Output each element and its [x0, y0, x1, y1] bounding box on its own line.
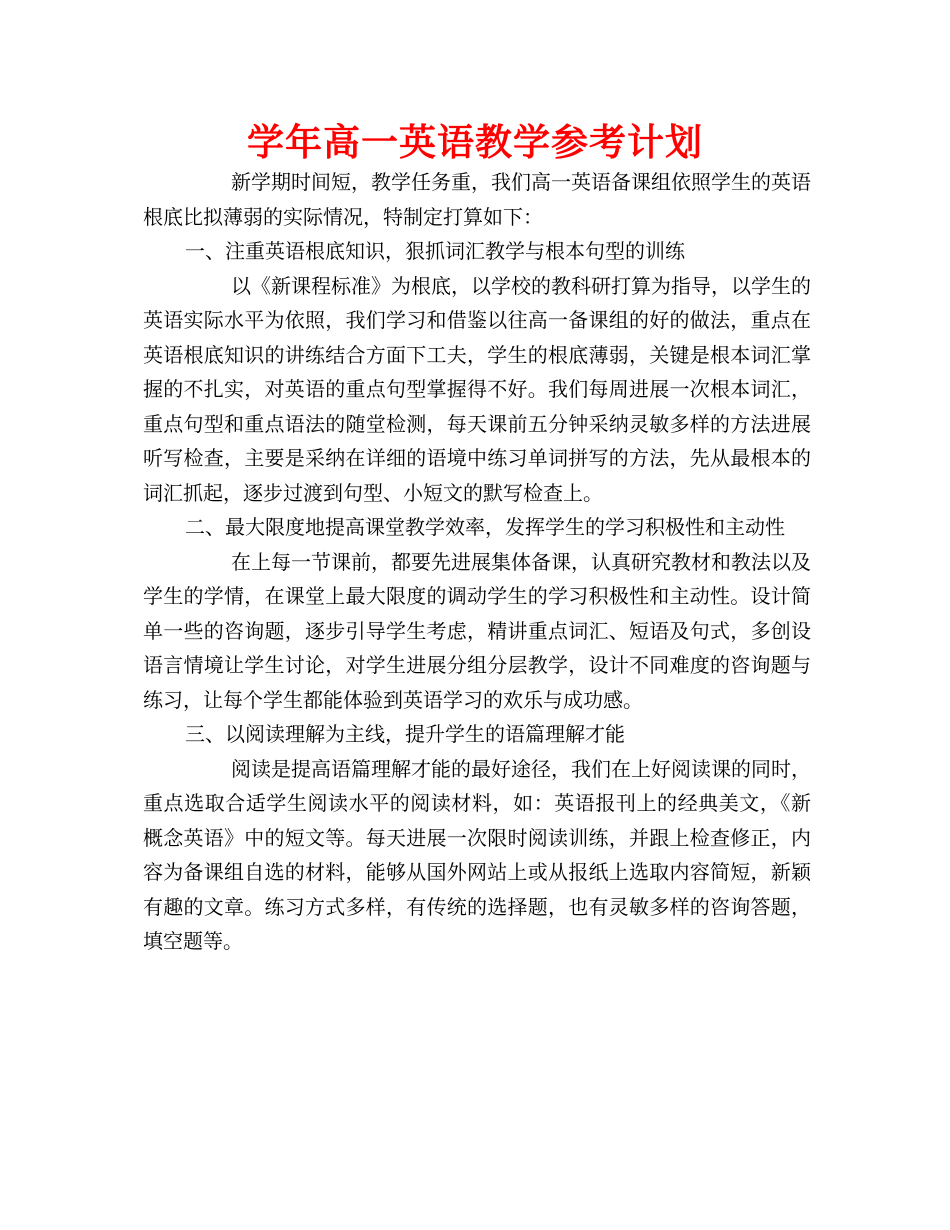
section-body-2: 在上每一节课前，都要先进展集体备课，认真研究教材和教法以及学生的学情，在课堂上最大限度的调动学生的学习积极性和主动性。设计简单一些的咨询题，逐步引导学生考虑，精讲重点词汇、短语及句式，多创设语言情境让学生讨论，对学生进展分组分层教学，设计不同难度的咨询题与练习，让每个学生都能体验到英语学习的欢乐与成功感。: [143, 549, 811, 712]
section-heading-1: 一、注重英语根底知识，狠抓词汇教学与根本句型的训练: [185, 239, 685, 263]
section-body-3: 阅读是提高语篇理解才能的最好途径，我们在上好阅读课的同时，重点选取合适学生阅读水平的阅读材料，如：英语报刊上的经典美文，《新概念英语》中的短文等。每天进展一次限时阅读训练，并跟上检查修正，内容为备课组自选的材料，能够从国外网站上或从报纸上选取内容简短，新颖有趣的文章。练习方式多样，有传统的选择题，也有灵敏多样的咨询答题，填空题等。: [143, 756, 811, 953]
section-heading-3: 三、以阅读理解为主线，提升学生的语篇理解才能: [185, 722, 625, 746]
intro-paragraph: 新学期时间短，教学任务重，我们高一英语备课组依照学生的英语根底比拟薄弱的实际情况，特制定打算如下：: [143, 170, 811, 229]
document-body: [143, 165, 811, 959]
document-title: 学年高一英语教学参考计划: [247, 121, 703, 164]
section-heading-2: 二、最大限度地提高课堂教学效率，发挥学生的学习积极性和主动性: [185, 515, 785, 539]
section-body-1: 以《新课程标准》为根底，以学校的教科研打算为指导，以学生的英语实际水平为依照，我们学习和借鉴以往高一备课组的好的做法，重点在英语根底知识的讲练结合方面下工夫，学生的根底薄弱，关键是根本词汇掌握的不扎实，对英语的重点句型掌握得不好。我们每周进展一次根本词汇，重点句型和重点语法的随堂检测，每天课前五分钟采纳灵敏多样的方法进展听写检查，主要是采纳在详细的语境中练习单词拼写的方法，先从最根本的词汇抓起，逐步过渡到句型、小短文的默写检查上。: [143, 273, 811, 505]
